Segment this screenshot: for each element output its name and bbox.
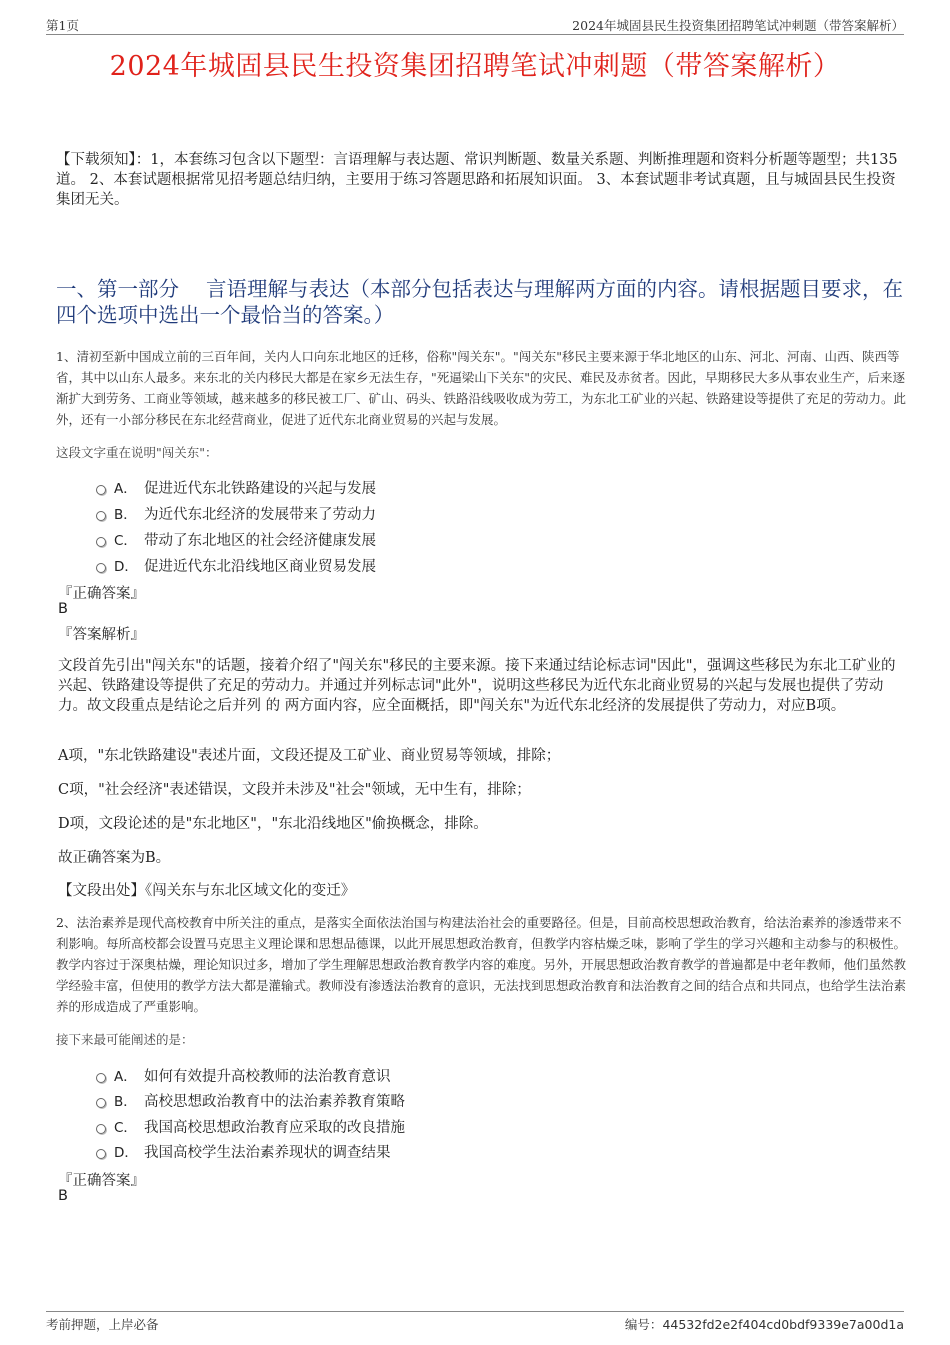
page-title: 2024年城固县民生投资集团招聘笔试冲刺题（带答案解析）	[109, 51, 841, 82]
question-2-option-c[interactable]: C． 我国高校思想政治教育应采取的改良措施	[96, 1116, 405, 1137]
header-doc-title: 2024年城固县民生投资集团招聘笔试冲刺题（带答案解析）	[572, 18, 904, 33]
radio-icon[interactable]	[96, 563, 106, 573]
question-1-option-d[interactable]: D． 促进近代东北沿线地区商业贸易发展	[96, 555, 376, 576]
radio-icon[interactable]	[96, 1098, 106, 1108]
section-heading: 一、第一部分 言语理解与表达（本部分包括表达与理解两方面的内容。请根据题目要求，在四个选项中选出一个最恰当的答案。）	[56, 277, 904, 327]
question-1-analysis: 文段首先引出"闯关东"的话题，接着介绍了"闯关东"移民的主要来源。接下来通过结论标志词"因此"，强调这些移民为东北工矿业的兴起、铁路建设等提供了充足的劳动力。并通过并列标志词"此外"，说明这些移民为近代东北商业贸易的兴起与发展也提供了劳动力。故文段重点是结论之后并列 的 两方面内容，应全面概括，即"闯关东"为近代东北经济的发展提供了劳动力，对应B项。	[58, 658, 896, 714]
question-1-option-b[interactable]: B． 为近代东北经济的发展带来了劳动力	[96, 503, 376, 524]
question-1-answer-label: 『正确答案』	[58, 586, 145, 602]
question-2-prompt: 接下来最可能阐述的是：	[56, 1032, 194, 1047]
page-number: 第1页	[46, 18, 79, 33]
question-1-analysis-label: 『答案解析』	[58, 627, 145, 643]
radio-icon[interactable]	[96, 1149, 106, 1159]
question-1-analysis-line: C项，"社会经济"表述错误，文段并未涉及"社会"领域，无中生有，排除；	[58, 782, 531, 798]
footer-slogan: 考前押题，上岸必备	[46, 1317, 159, 1332]
question-1-answer: B	[58, 601, 68, 617]
question-1-analysis-line: D项，文段论述的是"东北地区"，"东北沿线地区"偷换概念，排除。	[58, 816, 488, 832]
question-2-answer-label: 『正确答案』	[58, 1173, 145, 1189]
question-2-option-b[interactable]: B． 高校思想政治教育中的法治素养教育策略	[96, 1090, 405, 1111]
page-footer	[46, 1311, 904, 1332]
question-2-option-a[interactable]: A． 如何有效提升高校教师的法治教育意识	[96, 1065, 391, 1086]
question-2-answer: B	[58, 1188, 68, 1204]
footer-code: 编号：44532fd2e2f404cd0bdf9339e7a00d1a	[624, 1317, 904, 1332]
radio-icon[interactable]	[96, 1124, 106, 1134]
radio-icon[interactable]	[96, 537, 106, 547]
question-1-option-c[interactable]: C． 带动了东北地区的社会经济健康发展	[96, 529, 376, 550]
page-header	[46, 14, 904, 35]
question-1-conclusion: 故正确答案为B。	[58, 850, 171, 866]
question-1-source: 【文段出处】《闯关东与东北区域文化的变迁》	[58, 883, 356, 899]
radio-icon[interactable]	[96, 485, 106, 495]
radio-icon[interactable]	[96, 1073, 106, 1083]
question-2-option-d[interactable]: D． 我国高校学生法治素养现状的调查结果	[96, 1141, 391, 1162]
question-1-text: 1、清初至新中国成立前的三百年间，关内人口向东北地区的迁移，俗称"闯关东"。"闯关东"移民主要来源于华北地区的山东、河北、河南、山西、陕西等省，其中以山东人最多。来东北的关内移民大都是在家乡无法生存，"死逼梁山下关东"的灾民、难民及赤贫者。因此，早期移民大多从事农业生产，后来逐渐扩大到劳务、工商业等领域，越来越多的移民被工厂、矿山、码头、铁路沿线吸收成为劳工，为东北工矿业的兴起、铁路建设等提供了充足的劳动力。此外，还有一小部分移民在东北经营商业，促进了近代东北商业贸易的兴起与发展。	[56, 349, 907, 427]
question-1-option-a[interactable]: A． 促进近代东北铁路建设的兴起与发展	[96, 477, 376, 498]
question-1-prompt: 这段文字重在说明"闯关东"：	[56, 445, 218, 460]
download-notice: 【下载须知】：1，本套练习包含以下题型：言语理解与表达题、常识判断题、数量关系题、判断推理题和资料分析题等题型；共135道。 2、本套试题根据常见招考题总结归纳，主要用于练习答题思路和拓展知识面。 3、本套试题非考试真题，且与城固县民生投资集团无关。	[56, 152, 898, 208]
question-1-analysis-line: A项，"东北铁路建设"表述片面，文段还提及工矿业、商业贸易等领域，排除；	[58, 748, 561, 764]
radio-icon[interactable]	[96, 511, 106, 521]
question-2-text: 2、法治素养是现代高校教育中所关注的重点，是落实全面依法治国与构建法治社会的重要路径。但是，目前高校思想政治教育，给法治素养的渗透带来不利影响。每所高校都会设置马克思主义理论课和思想品德课，以此开展思想政治教育，但教学内容枯燥乏味，影响了学生的学习兴趣和主动参与的积极性。教学内容过于深奥枯燥，理论知识过多，增加了学生理解思想政治教育教学内容的难度。另外，开展思想政治教育教学的普遍都是中老年教师，他们虽然教学经验丰富，但使用的教学方法大都是灌输式。教师没有渗透法治教育的意识，无法找到思想政治教育和法治教育之间的结合点和共同点，也给学生法治素养的形成造成了严重影响。	[56, 915, 907, 1014]
